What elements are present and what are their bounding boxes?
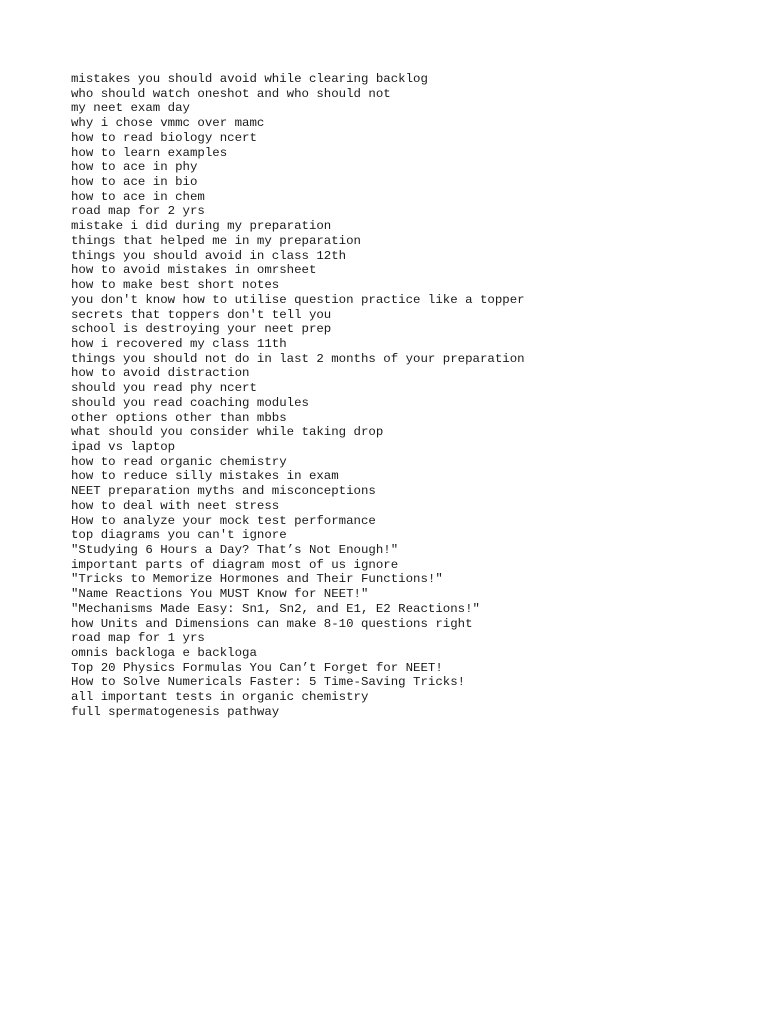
text-line: road map for 1 yrs — [71, 631, 205, 646]
text-line: How to Solve Numericals Faster: 5 Time-Saving Tricks! — [71, 675, 466, 690]
text-line: how to avoid mistakes in omrsheet — [71, 263, 317, 278]
text-line: mistakes you should avoid while clearing backlog — [71, 72, 428, 86]
text-line: top diagrams you can't ignore — [71, 528, 287, 543]
text-line: how to read organic chemistry — [71, 454, 287, 469]
text-line: How to analyze your mock test performance — [71, 513, 376, 528]
text-line: how to ace in phy — [71, 160, 198, 175]
topic-list — [71, 72, 751, 720]
text-line: "Name Reactions You MUST Know for NEET!" — [71, 587, 369, 602]
text-line: mistake i did during my preparation — [71, 219, 332, 234]
text-line: how to deal with neet stress — [71, 498, 280, 513]
text-line: how Units and Dimensions can make 8-10 questions right — [71, 616, 473, 631]
text-line: school is destroying your neet prep — [71, 322, 332, 337]
text-line: "Mechanisms Made Easy: Sn1, Sn2, and E1, E2 Reactions!" — [71, 601, 480, 616]
text-line: my neet exam day — [71, 101, 190, 116]
text-line: things that helped me in my preparation — [71, 233, 361, 248]
text-line: road map for 2 yrs — [71, 204, 205, 219]
text-line: NEET preparation myths and misconceptions — [71, 484, 376, 499]
text-line: who should watch oneshot and who should not — [71, 86, 391, 101]
text-line: important parts of diagram most of us ignore — [71, 557, 399, 572]
text-line: how to learn examples — [71, 145, 228, 160]
text-line: ipad vs laptop — [71, 439, 176, 454]
text-line: how i recovered my class 11th — [71, 336, 287, 351]
text-line: "Tricks to Memorize Hormones and Their Functions!" — [71, 572, 443, 587]
text-line: "Studying 6 Hours a Day? That’s Not Enough!" — [71, 543, 399, 557]
text-line: how to ace in bio — [71, 175, 198, 190]
text-line: you don't know how to utilise question practice like a topper — [71, 292, 525, 307]
text-line: things you should avoid in class 12th — [71, 248, 347, 263]
text-line: should you read phy ncert — [71, 381, 257, 396]
text-line: how to avoid distraction — [71, 366, 250, 381]
text-line: what should you consider while taking drop — [71, 425, 384, 440]
text-line: why i chose vmmc over mamc — [71, 116, 265, 131]
text-line: other options other than mbbs — [71, 410, 287, 425]
text-line: should you read coaching modules — [71, 395, 309, 410]
text-line: full spermatogenesis pathway — [71, 704, 280, 719]
text-line: secrets that toppers don't tell you — [71, 307, 332, 322]
text-line: all important tests in organic chemistry — [71, 690, 369, 705]
text-line: how to read biology ncert — [71, 130, 257, 145]
text-line: omnis backloga e backloga — [71, 646, 257, 661]
text-line: things you should not do in last 2 months of your preparation — [71, 351, 525, 366]
text-line: how to ace in chem — [71, 189, 205, 204]
text-line: how to reduce silly mistakes in exam — [71, 469, 339, 484]
text-line: Top 20 Physics Formulas You Can’t Forget for NEET! — [71, 660, 443, 675]
text-line: how to make best short notes — [71, 278, 280, 293]
